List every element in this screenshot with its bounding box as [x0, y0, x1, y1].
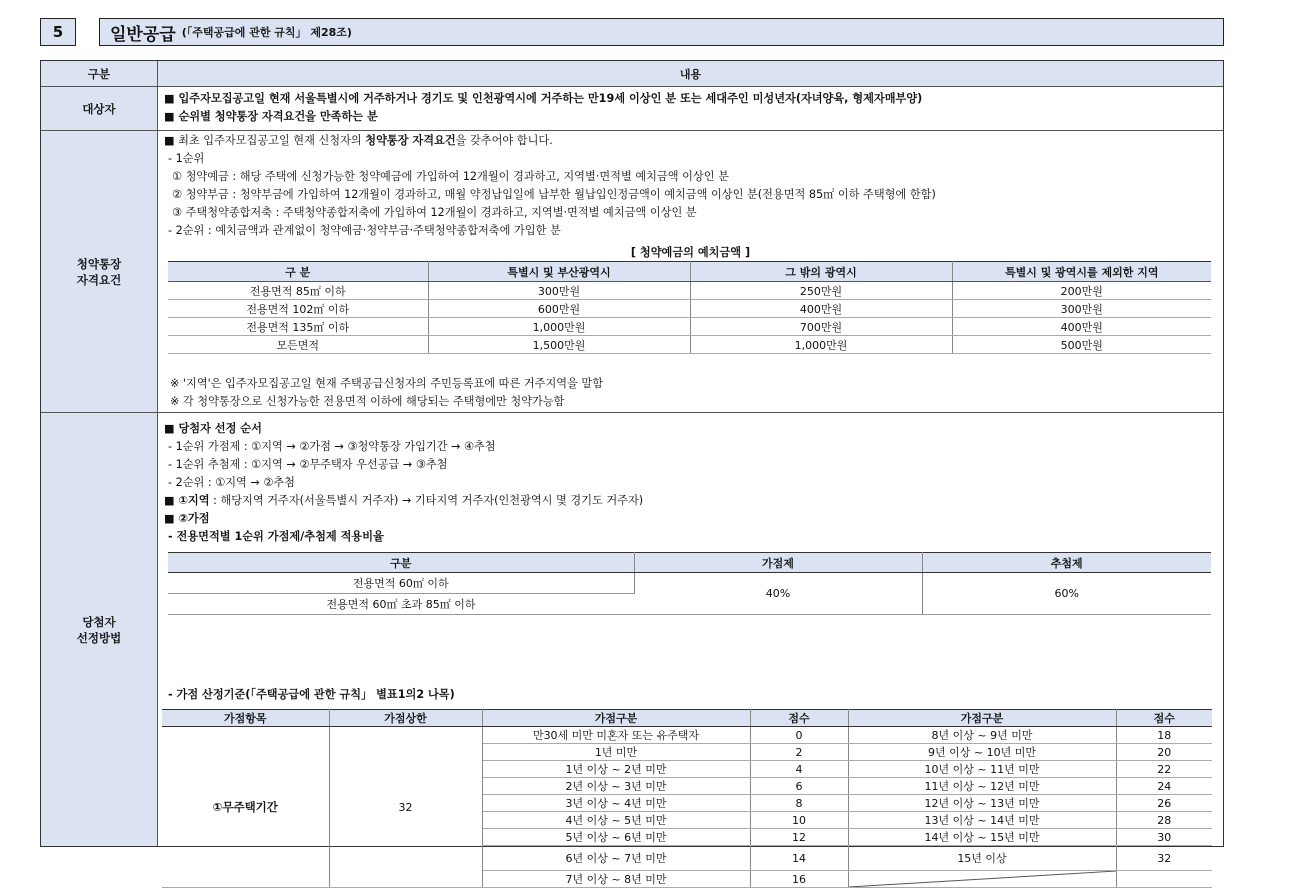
table-cell [1116, 871, 1212, 888]
table-cell: 600만원 [428, 300, 690, 318]
section-title: 일반공급 [110, 24, 176, 45]
table-cell: 400만원 [952, 318, 1211, 336]
table-cell: 전용면적 102㎡ 이하 [168, 300, 428, 318]
table-cell: 28 [1116, 812, 1212, 829]
table-cell: 16 [750, 871, 848, 888]
th-cell: 구 분 [168, 262, 428, 282]
table-cell: 10년 이상 ~ 11년 미만 [848, 761, 1116, 778]
table-cell: 11년 이상 ~ 12년 미만 [848, 778, 1116, 795]
account-note: ※ 각 청약통장으로 신청가능한 전용면적 이하에 해당되는 주택형에만 청약가능함 [170, 395, 565, 408]
table-cell: 7년 이상 ~ 8년 미만 [482, 871, 750, 888]
table-cell: 3년 이상 ~ 4년 미만 [482, 795, 750, 812]
criteria-max-cell: 32 [329, 727, 482, 888]
table-cell: 전용면적 60㎡ 초과 85㎡ 이하 [168, 594, 634, 615]
table-cell: 24 [1116, 778, 1212, 795]
selection-order-line: - 1순위 가점제 : ①지역 → ②가점 → ③청약통장 가입기간 → ④추첨 [168, 440, 496, 453]
th-cell: 그 밖의 광역시 [690, 262, 952, 282]
account-line: - 1순위 [168, 152, 205, 165]
selection-label [41, 413, 158, 846]
table-cell: 0 [750, 727, 848, 744]
table-cell: 9년 이상 ~ 10년 미만 [848, 744, 1116, 761]
table-cell: 300만원 [428, 282, 690, 300]
selection-region: ■ ①지역 : 해당지역 거주자(서울특별시 거주자) → 기타지역 거주자(인천광역시 몇 경기도 거주자) [164, 494, 644, 507]
table-cell: 8 [750, 795, 848, 812]
table-cell: 300만원 [952, 300, 1211, 318]
criteria-item-cell: ①무주택기간 [162, 727, 329, 888]
account-label-line: 청약통장 [76, 256, 122, 271]
table-cell: 모든면적 [168, 336, 428, 354]
table-cell: 20 [1116, 744, 1212, 761]
table-row [168, 282, 1211, 300]
th-cell: 가점상한 [329, 710, 482, 727]
selection-order-title: ■ 당첨자 선정 순서 [164, 422, 262, 435]
selection-order-line: - 1순위 추첨제 : ①지역 → ②무주택자 우선공급 → ③추첨 [168, 458, 448, 471]
table-cell: 700만원 [690, 318, 952, 336]
table-cell: 4년 이상 ~ 5년 미만 [482, 812, 750, 829]
account-label [41, 131, 158, 412]
table-cell: 1,500만원 [428, 336, 690, 354]
table-cell: 250만원 [690, 282, 952, 300]
criteria-table [162, 709, 1212, 888]
table-cell: 2 [750, 744, 848, 761]
selection-order-line: - 2순위 : ①지역 → ②추첨 [168, 476, 295, 489]
table-cell: 1년 미만 [482, 744, 750, 761]
deposit-table-title: [ 청약예금의 예치금액 ] [630, 246, 751, 259]
table-cell: 10 [750, 812, 848, 829]
eligibility-line: ■ 순위별 청약통장 자격요건을 만족하는 분 [164, 110, 378, 123]
table-cell: 12년 이상 ~ 13년 미만 [848, 795, 1116, 812]
selection-label-line: 당첨자 [82, 614, 116, 629]
table-cell: 전용면적 60㎡ 이하 [168, 573, 634, 594]
table-cell: 60% [922, 573, 1211, 615]
selection-ratio-title: - 전용면적별 1순위 가점제/추첨제 적용비율 [168, 530, 384, 543]
table-cell: 6 [750, 778, 848, 795]
account-line: - 2순위 : 예치금액과 관계없이 청약예금·청약부금·주택청약종합저축에 가입한 분 [168, 224, 561, 237]
selection-label-line: 선정방법 [76, 630, 122, 645]
eligibility-content [158, 87, 1223, 130]
table-cell: 32 [1116, 846, 1212, 871]
table-cell: 26 [1116, 795, 1212, 812]
eligibility-label: 대상자 [41, 87, 158, 130]
table-cell: 1,000만원 [428, 318, 690, 336]
th-cell: 가점구분 [848, 710, 1116, 727]
table-cell: 만30세 미만 미혼자 또는 유주택자 [482, 727, 750, 744]
th-cell: 점수 [1116, 710, 1212, 727]
table-cell: 30 [1116, 829, 1212, 846]
table-cell: 6년 이상 ~ 7년 미만 [482, 846, 750, 871]
table-cell: 5년 이상 ~ 6년 미만 [482, 829, 750, 846]
section-title-bar [99, 18, 1224, 46]
deposit-table [168, 261, 1211, 354]
table-header-row [168, 262, 1211, 282]
header-col-content: 내용 [158, 61, 1223, 86]
table-cell: 40% [634, 573, 922, 615]
eligibility-line: ■ 입주자모집공고일 현재 서울특별시에 거주하거나 경기도 및 인천광역시에 거주하는 만19세 이상인 분 또는 세대주인 미성년자(자녀양육, 형제자매부양) [164, 92, 923, 105]
account-content [158, 131, 1223, 412]
table-cell: 22 [1116, 761, 1212, 778]
selection-points-title: ■ ②가점 [164, 512, 210, 525]
account-label-line: 자격요건 [76, 272, 122, 287]
account-line: ① 청약예금 : 해당 주택에 신청가능한 청약예금에 가입하여 12개월이 경과하고, 지역별·면적별 예치금액 이상인 분 [172, 170, 729, 183]
table-cell-empty-diagonal [848, 871, 1116, 888]
table-cell: 14 [750, 846, 848, 871]
header-col-category: 구분 [41, 61, 158, 86]
table-cell: 1,000만원 [690, 336, 952, 354]
table-cell: 14년 이상 ~ 15년 미만 [848, 829, 1116, 846]
diagonal-line [849, 871, 1117, 887]
section-number: 5 [40, 18, 76, 46]
table-row [168, 300, 1211, 318]
ratio-table [168, 552, 1211, 615]
th-cell: 추첨제 [922, 553, 1211, 573]
account-line: ② 청약부금 : 청약부금에 가입하여 12개월이 경과하고, 매월 약정납입일에 납부한 월납입인정금액이 예치금액 이상인 분(전용면적 85㎡ 이하 주택형에 한함) [172, 188, 936, 201]
th-cell: 가점제 [634, 553, 922, 573]
table-header-row [168, 553, 1211, 573]
th-cell: 가점항목 [162, 710, 329, 727]
account-note: ※ '지역'은 입주자모집공고일 현재 주택공급신청자의 주민등록표에 따른 거주지역을 말함 [170, 377, 604, 390]
th-cell: 구분 [168, 553, 634, 573]
table-cell: 13년 이상 ~ 14년 미만 [848, 812, 1116, 829]
table-cell: 전용면적 85㎡ 이하 [168, 282, 428, 300]
section-subtitle: (「주택공급에 관한 규칙」 제28조) [181, 26, 352, 39]
selection-criteria-title: - 가점 산정기준(「주택공급에 관한 규칙」 별표1의2 나목) [168, 688, 455, 701]
table-row [162, 727, 1212, 744]
table-cell: 2년 이상 ~ 3년 미만 [482, 778, 750, 795]
table-row [168, 318, 1211, 336]
table-cell: 18 [1116, 727, 1212, 744]
table-header-row [162, 710, 1212, 727]
th-cell: 가점구분 [482, 710, 750, 727]
table-cell: 8년 이상 ~ 9년 미만 [848, 727, 1116, 744]
selection-content [158, 413, 1223, 886]
table-cell: 15년 이상 [848, 846, 1116, 871]
table-cell: 4 [750, 761, 848, 778]
table-cell: 12 [750, 829, 848, 846]
account-line: ③ 주택청약종합저축 : 주택청약종합저축에 가입하여 12개월이 경과하고, 지역별·면적별 예치금액 이상인 분 [172, 206, 697, 219]
account-intro: ■ 최초 입주자모집공고일 현재 신청자의 청약통장 자격요건을 갖추어야 합니다. [164, 134, 553, 147]
table-cell: 200만원 [952, 282, 1211, 300]
th-cell: 특별시 및 부산광역시 [428, 262, 690, 282]
table-cell: 500만원 [952, 336, 1211, 354]
th-cell: 점수 [750, 710, 848, 727]
main-table [40, 60, 1224, 886]
th-cell: 특별시 및 광역시를 제외한 지역 [952, 262, 1211, 282]
table-row [168, 336, 1211, 354]
table-row [168, 573, 1211, 594]
table-cell: 전용면적 135㎡ 이하 [168, 318, 428, 336]
table-cell: 400만원 [690, 300, 952, 318]
table-cell: 1년 이상 ~ 2년 미만 [482, 761, 750, 778]
